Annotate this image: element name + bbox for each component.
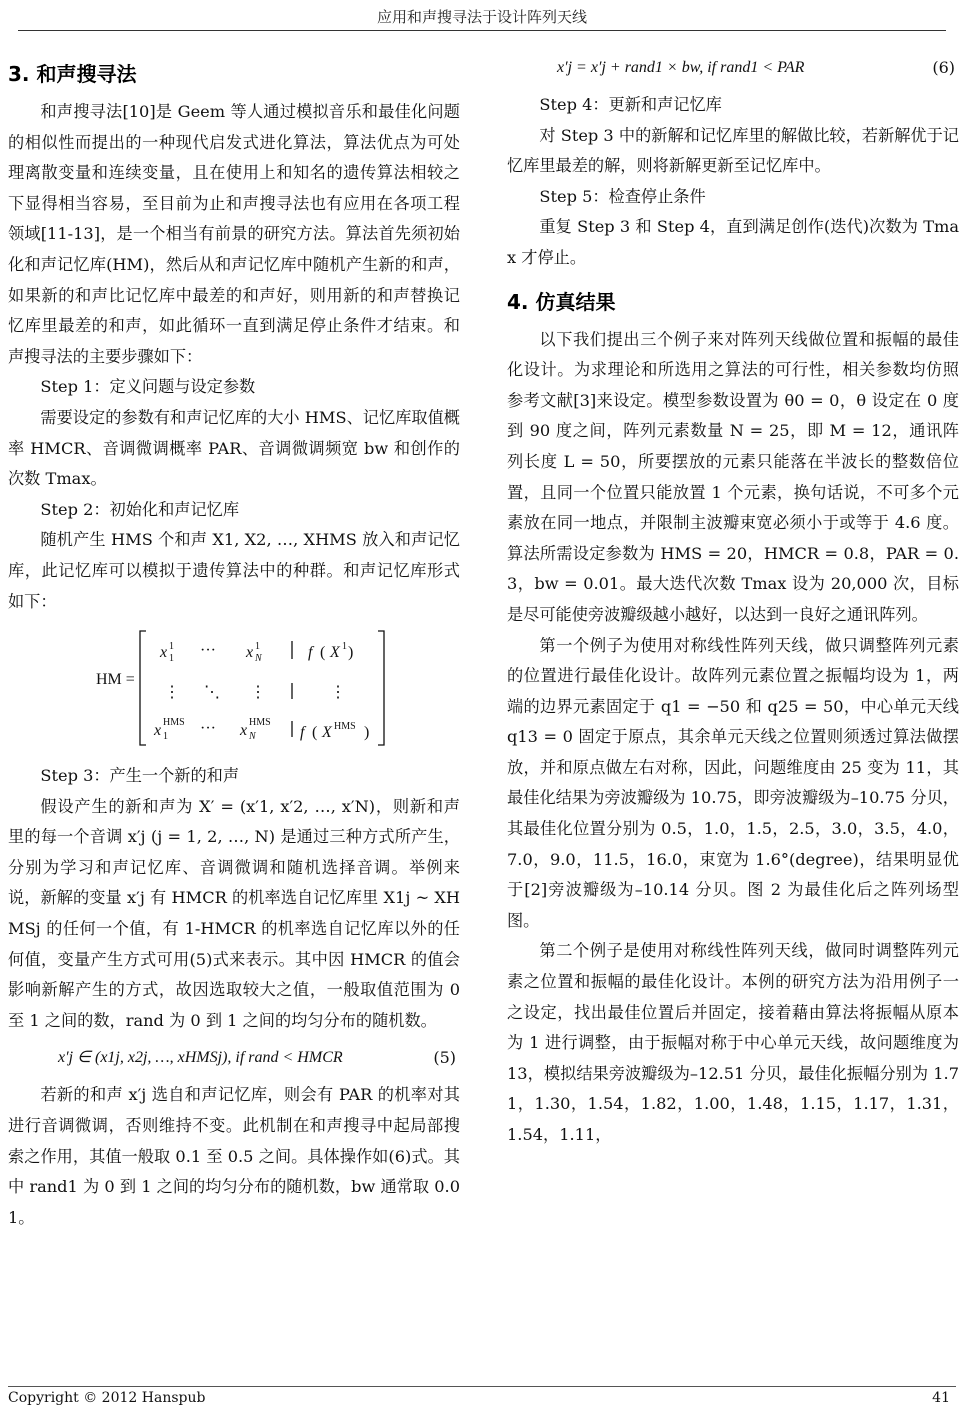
svg-text:···: ··· [200, 642, 216, 660]
equation-5 [8, 1036, 460, 1080]
svg-text:1: 1 [169, 653, 174, 665]
paragraph-simulation-setup: 以下我们提出三个例子来对阵列天线做位置和振幅的最佳化设计。为求理论和所选用之算法的可行性，相关参数均仿照参考文献[3]来设定。模型参数设置为 θ0 = 0，θ 设定在 0 度到 90 度之间，阵列元素数量 N = 25，即 M = 12，通讯阵列长度 L = 50，所要摆放的元素只能落在半波长的整数倍位置，且同一个位置只能放置 1 个元素，换句话说，不可多个元素放在同一地点，并限制主波瓣束宽必须小于或等于 4.6 度。算法所需设定参数为 HMS = 20，HMCR = 0.8，PAR = 0.3，bw = 0.01。最大迭代次数 Tmax 设为 20,000 次，目标是尽可能使旁波瓣级越小越好，以达到一良好之通讯阵列。 [507, 329, 959, 624]
svg-text:···: ··· [200, 720, 216, 738]
svg-text:): ) [364, 724, 370, 742]
svg-text:⋮: ⋮ [250, 684, 266, 702]
svg-text:x: x [240, 722, 248, 740]
equation-6-number: (6) [932, 58, 955, 77]
running-title: 应用和声搜寻法于设计阵列天线 [376, 8, 587, 26]
left-column [8, 46, 460, 1233]
svg-text:): ) [348, 644, 354, 662]
right-column [507, 46, 959, 1151]
paragraph-stop-condition: 重复 Step 3 和 Step 4，直到满足创作(迭代)次数为 Tmax 才停止。 [507, 217, 959, 267]
svg-text:N: N [255, 653, 262, 665]
paragraph-example-2: 第二个例子是使用对称线性阵列天线，做同时调整阵列元素之位置和振幅的最佳化设计。本例的研究方法为沿用例子一之设定，找出最佳位置后并固定，接着藉由算法将振幅从原本为 1 进行调整，由于振幅对称于中心单元天线，故问题维度为 13，模拟结果旁波瓣级为–12.51 分贝，最佳化振幅分别为 1.71，1.30，1.54，1.82，1.00，1.48，1.15，1.17，1.31，1.54，1.11， [507, 941, 959, 1144]
equation-6-body: x′j = x′j + rand1 × bw, if rand1 < PAR [557, 59, 805, 76]
footer-rule [8, 1386, 956, 1387]
paragraph-init-memory: 随机产生 HMS 个和声 X1, X2, …, XHMS 放入和声记忆库，此记忆库可以模拟于遗传算法中的种群。和声记忆库形式如下： [8, 530, 460, 611]
equation-6 [507, 46, 959, 90]
paragraph-intro: 和声搜寻法[10]是 Geem 等人通过模拟音乐和最佳化问题的相似性而提出的一种现代启发式进化算法，算法优点为可处理离散变量和连续变量，且在使用上和知名的遗传算法相较之下显得相当容易，至目前为止和声搜寻法也有应用在各项工程领域[11-13]，是一个相当有前景的研究方法。算法首先须初始化和声记忆库(HM)，然后从和声记忆库中随机产生新的和声，如果新的和声比记忆库中最差的和声好，则用新的和声替换记忆库里最差的和声，如此循环一直到满足停止条件才结束。和声搜寻法的主要步骤如下： [8, 102, 460, 366]
section-4-title: 4. 仿真结果 [507, 289, 616, 314]
svg-text:X: X [330, 644, 340, 662]
step-1: Step 1：定义问题与设定参数 [40, 377, 256, 397]
svg-text:x: x [160, 644, 168, 662]
svg-text:1: 1 [342, 641, 347, 653]
paragraph-update-memory: 对 Step 3 中的新解和记忆库里的解做比较，若新解优于记忆库里最差的解，则将新解更新至记忆库中。 [507, 125, 959, 176]
harmony-memory-matrix [8, 623, 460, 753]
svg-text:(: ( [320, 644, 326, 662]
section-3-title: 3. 和声搜寻法 [8, 62, 137, 86]
svg-text:HMS: HMS [249, 717, 271, 729]
equation-5-body: x′j ∈ (x1j, x2j, …, xHMSj), if rand < HMCR [58, 1049, 343, 1067]
header-rule [18, 30, 946, 31]
svg-text:1: 1 [169, 641, 174, 653]
step-3: Step 3：产生一个新的和声 [40, 766, 240, 786]
paragraph-pitch-adjust: 若新的和声 x′j 选自和声记忆库，则会有 PAR 的机率对其进行音调微调，否则维持不变。此机制在和声搜寻中起局部搜索之作用，其值一般取 0.1 至 0.5 之间。具体操作如(6)式。其中 rand1 为 0 到 1 之间的均匀分布的随机数，bw 通常取 0.01。 [8, 1085, 460, 1227]
step-2: Step 2：初始化和声记忆库 [40, 499, 240, 519]
svg-text:1: 1 [163, 731, 168, 743]
svg-text:(: ( [312, 724, 318, 742]
svg-text:HMS: HMS [334, 721, 356, 733]
equation-5-number: (5) [433, 1048, 456, 1068]
svg-text:x: x [246, 644, 254, 662]
svg-text:f: f [300, 724, 305, 742]
copyright: Copyright © 2012 Hanspub [8, 1390, 206, 1406]
paragraph-new-harmony: 假设产生的新和声为 X′ = (x′1, x′2, …, x′N)，则新和声里的每一个音调 x′j (j = 1, 2, …, N) 是通过三种方式所产生，分别为学习和声记忆库、音调微调和随机选择音调。举例来说，新解的变量 x′j 有 HMCR 的机率选自记忆库里 X1j ~ XHMSj 的任何一个值，有 1-HMCR 的机率选自记忆库以外的任何值，变量产生方式可用(5)式来表示。其中因 HMCR 的值会影响新解产生的方式，故因选取较大之值，一般取值范围为 0 至 1 之间的数，rand 为 0 到 1 之间的均匀分布的随机数。 [8, 796, 460, 1030]
svg-text:⋮: ⋮ [164, 684, 180, 702]
svg-text:N: N [249, 731, 256, 743]
svg-text:f: f [308, 644, 313, 662]
paragraph-example-1: 第一个例子为使用对称线性阵列天线，做只调整阵列元素的位置进行最佳化设计。故阵列元素位置之振幅均设为 1，两端的边界元素固定于 q1 = −50 和 q25 = 50，中心单元天线 q13 = 0 固定于原点，其余单元天线之位置则须透过算法做摆放，并和原点做左右对称，因此，问题维度由 25 变为 11，其最佳化结果为旁波瓣级为 10.75，即旁波瓣级为–10.75 分贝，其最佳化位置分别为 0.5，1.0，1.5，2.5，3.0，3.5，4.0，7.0，9.0，11.5，16.0，束宽为 1.6°(degree)，结果明显优于[2]旁波瓣级为–10.14 分贝。图 2 为最佳化后之阵列场型图。 [507, 635, 959, 930]
svg-text:x: x [154, 722, 162, 740]
svg-text:⋮: ⋮ [330, 684, 346, 702]
svg-text:⋱: ⋱ [204, 684, 220, 702]
step-4: Step 4：更新和声记忆库 [539, 95, 722, 114]
svg-text:HMS: HMS [163, 717, 185, 729]
step-5: Step 5：检查停止条件 [539, 186, 706, 206]
page-number: 41 [932, 1390, 950, 1406]
matrix-svg [138, 623, 388, 753]
matrix-label: HM = [96, 671, 135, 689]
svg-text:X: X [322, 724, 332, 742]
svg-text:1: 1 [255, 641, 260, 653]
paragraph-parameters: 需要设定的参数有和声记忆库的大小 HMS、记忆库取值概率 HMCR、音调微调概率 PAR、音调微调频宽 bw 和创作的次数 Tmax。 [8, 407, 460, 489]
